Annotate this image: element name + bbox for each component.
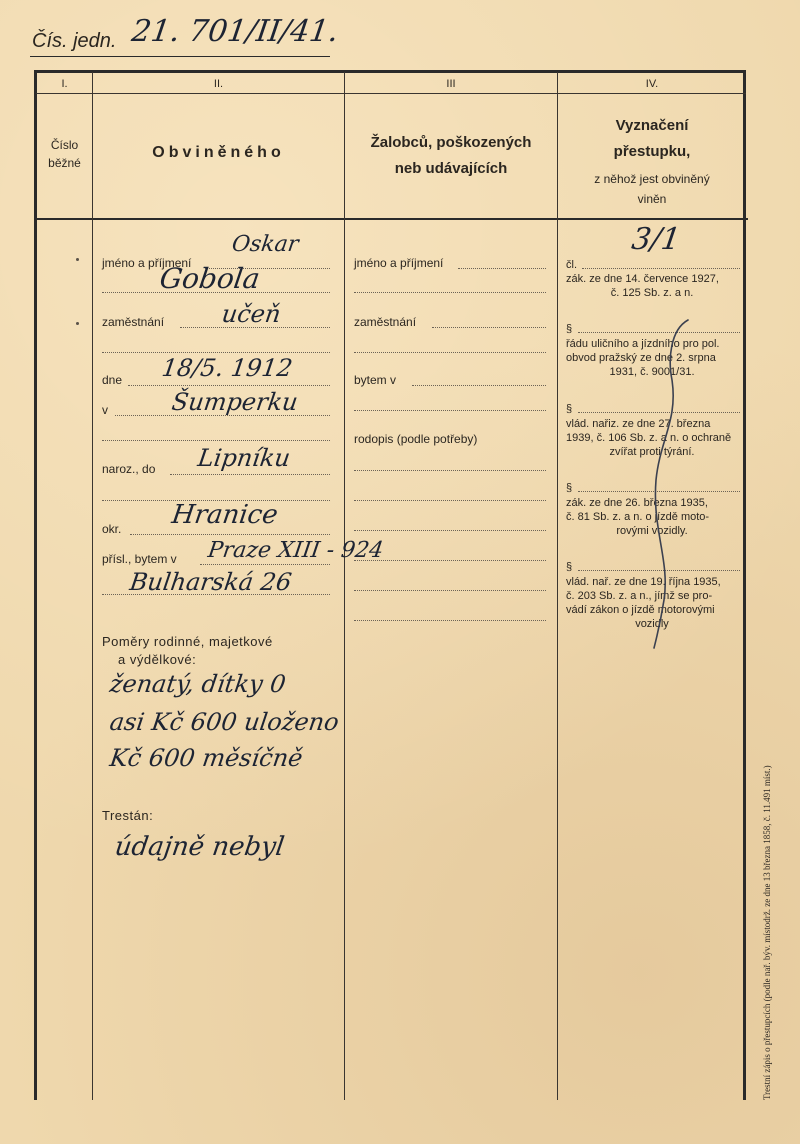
accused-okr: Hranice	[169, 500, 280, 530]
accused-date-label: dne	[102, 373, 123, 387]
complainant-name-label: jméno a příjmení	[354, 256, 444, 270]
accused-occupation: učeň	[220, 300, 283, 328]
accused-place-label: v	[102, 403, 108, 417]
law2-line2: obvod pražský ze dne 2. srpna	[566, 352, 716, 364]
col2-title: Obviněného	[152, 144, 285, 161]
complainant-line-9	[354, 500, 546, 501]
law1-line2: č. 125 Sb. z. a n.	[610, 287, 694, 299]
complainant-line-4	[354, 352, 546, 353]
law2-line1: řádu uličního a jízdního pro pol.	[566, 338, 720, 350]
complainant-line-6	[354, 410, 546, 411]
case-number-value: 21. 701/II/41.	[129, 14, 341, 49]
complainant-line-13	[354, 620, 546, 621]
case-number-underline	[30, 56, 330, 57]
law2-line3: 1931, č. 9001/31.	[609, 366, 695, 378]
accused-district-dots	[170, 474, 330, 475]
accused-birth-date: 18/5. 1912	[160, 354, 295, 382]
col-sep-1	[92, 72, 93, 1100]
col3-roman: III	[446, 78, 456, 90]
col4-subtitle-line1: z něhož jest obviněný	[594, 172, 710, 186]
complainant-line-12	[354, 590, 546, 591]
accused-residence-dots	[200, 564, 330, 565]
accused-line-7	[102, 440, 330, 441]
col4-title-line1: Vyznačení	[615, 117, 689, 134]
law5-line3: vádí zákon o jízdě motorovými	[566, 604, 715, 616]
law4-line3: rovými vozidly.	[616, 525, 688, 537]
col4-roman: IV.	[645, 78, 659, 90]
complainant-line-2	[354, 292, 546, 293]
law4-section: §	[566, 482, 573, 494]
header-bottom-line	[36, 218, 748, 220]
col1-roman: I.	[61, 78, 68, 90]
col4-subtitle-line2: viněn	[637, 192, 667, 206]
accused-occupation-label: zaměstnání	[102, 315, 165, 329]
accused-district-label: naroz., do	[102, 462, 156, 476]
accused-surname: Gobola	[157, 262, 262, 295]
col-sep-3	[557, 72, 558, 1100]
law5-line4: vozidly	[635, 618, 669, 630]
complainant-occupation-dots	[432, 327, 546, 328]
family-label-line2: a výdělkové:	[118, 652, 197, 667]
family-line3: Kč 600 měsíčně	[108, 744, 305, 772]
accused-okr-label: okr.	[102, 522, 122, 536]
complainant-name-dots	[458, 268, 546, 269]
family-label-line1: Poměry rodinné, majetkové	[102, 634, 273, 649]
accused-district: Lipníku	[196, 444, 293, 472]
side-note: Trestní zápis o přestupcích (podle nař. býv. místodrž. ze dne 13 března 1858, č. 11.491 míst.)	[762, 765, 772, 1100]
family-line1: ženatý, dítky 0	[108, 670, 288, 698]
punished-label: Trestán:	[102, 808, 154, 823]
accused-line-2	[102, 292, 330, 293]
accused-line-4	[102, 352, 330, 353]
col3-title-line1: Žalobců, poškozených	[370, 134, 532, 151]
roman-row-line	[36, 93, 746, 94]
law3-line2: 1939, č. 106 Sb. z. a n. o ochraně	[566, 432, 732, 444]
accused-residence-line2: Bulharská 26	[128, 568, 294, 596]
law2-section: §	[566, 323, 573, 335]
law3-line3: zvířat proti týrání.	[609, 446, 695, 458]
law5-section: §	[566, 561, 573, 573]
punished-value: údajně nebyl	[112, 832, 287, 862]
complainant-record-label: rodopis (podle potřeby)	[354, 432, 478, 446]
complainant-line-8	[354, 470, 546, 471]
complainant-residence-dots	[412, 385, 546, 386]
row-mark-dot	[76, 258, 79, 261]
pencil-stroke	[560, 230, 750, 650]
law4-line1: zák. ze dne 26. března 1935,	[566, 497, 708, 509]
law5-line2: č. 203 Sb. z. a n., jímž se pro-	[566, 590, 713, 602]
accused-residence-label: přísl., bytem v	[102, 552, 177, 566]
offence-cl-label: čl.	[566, 259, 577, 271]
accused-birth-place: Šumperku	[170, 388, 300, 416]
accused-line-12	[102, 594, 330, 595]
accused-first-name: Oskar	[230, 232, 301, 257]
law3-line1: vlád. nařiz. ze dne 27. března	[566, 418, 711, 430]
col4-title-line2: přestupku,	[613, 143, 691, 160]
offence-cl-value: 3/1	[629, 222, 683, 257]
complainant-line-10	[354, 530, 546, 531]
complainant-residence-label: bytem v	[354, 373, 397, 387]
accused-residence-line1: Praze XIII - 924	[206, 538, 385, 563]
law4-line2: č. 81 Sb. z. a n. o jízdě moto-	[566, 511, 710, 523]
family-line2: asi Kč 600 uloženo	[108, 708, 341, 736]
row-mark-dot	[76, 322, 79, 325]
law5-line1: vlád. nař. ze dne 19. října 1935,	[566, 576, 721, 588]
col3-title-line2: neb udávajících	[394, 160, 508, 177]
law3-section: §	[566, 403, 573, 415]
accused-date-dots	[128, 385, 330, 386]
complainant-occupation-label: zaměstnání	[354, 315, 417, 329]
complainant-line-11	[354, 560, 546, 561]
col2-roman: II.	[213, 78, 224, 90]
law1-line1: zák. ze dne 14. července 1927,	[566, 273, 719, 285]
accused-okr-dots	[130, 534, 330, 535]
accused-name-label: jméno a příjmení	[102, 256, 192, 270]
col1-title-line1: Číslo	[50, 138, 79, 152]
case-number-label: Čís. jedn.	[32, 30, 117, 52]
col1-title-line2: běžné	[48, 156, 81, 170]
col-sep-2	[344, 72, 345, 1100]
